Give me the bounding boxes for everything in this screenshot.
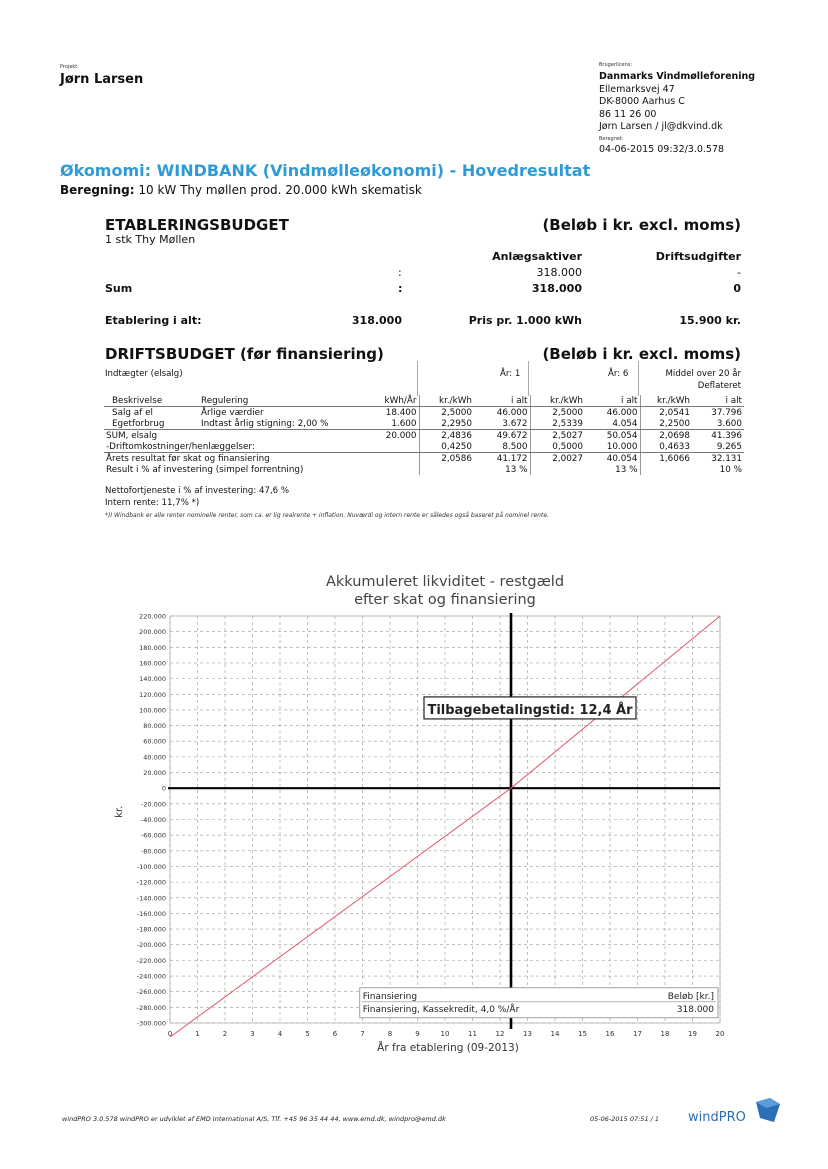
x-tick-label: 18 [660,1030,670,1038]
y-tick-label: 100.000 [139,706,166,715]
row-assets: 318.000 [536,266,582,279]
y-tick-label: -180.000 [136,925,166,934]
table-cell [530,464,585,475]
x-tick-label: 7 [360,1030,365,1038]
liquidity-chart [100,560,750,1060]
y-tick-label: -100.000 [136,862,166,871]
table-cell: 50.054 [606,430,638,441]
x-tick-label: 1 [195,1030,200,1038]
table-cell: 9.265 [692,441,744,453]
project-label: Projekt: [60,64,79,70]
chart-title: Akkumuleret likviditet - restgæld [325,574,565,590]
y-tick-label: -280.000 [136,1003,166,1012]
table-cell: 1,6066 [640,453,692,465]
total-label: Etablering i alt: [105,314,202,327]
table-cell: 2,5339 [530,418,585,430]
y-tick-label: 160.000 [139,659,166,668]
windpro-logo-text: windPRO [688,1110,746,1125]
table-cell: 40.054 [606,453,638,464]
y-tick-label: 200.000 [139,628,166,637]
table-cell: 2,0027 [530,453,585,465]
table-cell: Årlige værdier [201,407,264,418]
table-cell: 4.054 [585,418,640,430]
chart-grid [168,613,720,1029]
col-driftsudgifter: Driftsudgifter [655,250,741,263]
y-axis-label: kr. [114,805,125,818]
user-line: Ellemarksvej 47 [599,83,675,95]
x-tick-label: 20 [715,1030,725,1038]
annotation-text: Tilbagebetalingstid: 12,4 År [427,702,633,718]
table-header: kr./kWh [419,395,474,407]
y-tick-label: -160.000 [136,909,166,918]
y-tick-label: 180.000 [139,643,166,652]
table-cell: Indtast årlig stigning: 2,00 % [199,418,369,430]
y-tick-label: -240.000 [136,972,166,981]
table-cell: 0,4633 [640,441,692,453]
table-header: i alt [692,395,744,407]
etablering-currency-note: (Beløb i kr. excl. moms) [542,216,741,234]
drift-currency-note: (Beløb i kr. excl. moms) [542,345,741,363]
x-tick-label: 4 [277,1030,283,1038]
table-cell: 46.000 [496,407,528,418]
user-line: DK-8000 Aarhus C [599,96,685,107]
total-value: 318.000 [351,314,402,327]
project-name: Jørn Larsen [60,72,144,87]
table-row [104,418,744,430]
netto-line: Nettofortjeneste i % af investering: 47,6 % [105,486,290,496]
legend-row-value: 318.000 [676,1004,714,1015]
table-header: i alt [474,395,530,407]
sum-assets: 318.000 [531,282,582,295]
user-line: Danmarks Vindmølleforening [599,71,756,82]
table-cell: 0,4250 [419,441,474,453]
x-tick-label: 14 [550,1030,560,1038]
table-cell: 8.500 [474,441,530,453]
chart-annotation-group [424,697,636,719]
y-tick-label: -120.000 [136,878,166,887]
table-cell: 41.172 [496,453,528,464]
footer-left: windPRO 3.0.578 windPRO er udviklet af EMD International A/S, Tlf. +45 96 35 44 44, www.emd.dk, windpro@emd.dk [62,1115,446,1123]
table-cell: 10 % [719,464,742,475]
table-cell: 2,0541 [640,407,692,419]
table-row [104,407,744,419]
avg-label: Middel over 20 år [665,369,741,379]
x-tick-label: 17 [633,1030,642,1038]
x-axis-label: År fra etablering (09-2013) [377,1042,519,1054]
x-tick-label: 19 [688,1030,697,1038]
sum-ops: 0 [733,282,741,295]
table-cell: 2,5000 [419,407,474,419]
table-cell: 2,0698 [640,430,692,442]
table-row [104,441,744,453]
x-tick-label: 12 [495,1030,505,1038]
separator [638,361,639,396]
table-cell: 2,4836 [419,430,474,442]
y-tick-label: -40.000 [140,816,166,824]
year1-label: År: 1 [500,369,521,379]
user-line: Jørn Larsen / jl@dkvind.dk [599,121,723,132]
table-cell: 1.600 [369,418,419,430]
table-header: kr./kWh [640,395,692,407]
table-cell [199,430,369,442]
y-tick-label: -220.000 [136,956,166,965]
x-axis-ticks [168,1030,725,1038]
drift-table [104,395,744,475]
intern-line: Intern rente: 11,7% *) [105,498,200,508]
calculation-text: 10 kW Thy møllen prod. 20.000 kWh skematisk [138,183,422,197]
x-tick-label: 3 [250,1030,255,1038]
y-tick-label: 220.000 [139,612,166,621]
table-cell: 2,0586 [419,453,474,465]
user-label: Brugerlicens: [599,62,633,68]
separator [528,361,529,396]
table-cell: 20.000 [385,430,417,441]
sum-label: Sum [105,282,133,295]
x-tick-label: 15 [578,1030,587,1038]
table-cell: 10.000 [585,441,640,453]
y-tick-label: 80.000 [143,722,166,731]
y-tick-label: -260.000 [136,988,166,997]
table-cell: Årets resultat før skat og finansiering [106,453,270,464]
table-cell: 2,2950 [419,418,474,430]
table-header: kWh/År [369,395,419,407]
income-label: Indtægter (elsalg) [105,369,183,379]
x-tick-label: 0 [167,1030,173,1038]
table-cell: 46.000 [606,407,638,418]
y-axis-ticks [137,613,166,1028]
separator [417,361,418,396]
chart-subtitle: efter skat og finansiering [354,592,536,608]
price-value: 15.900 kr. [679,314,741,327]
footer-right: 05-06-2015 07:51 / 1 [590,1115,660,1123]
etablering-item: 1 stk Thy Møllen [105,233,196,246]
legend-col2-header: Beløb [kr.] [667,991,714,1002]
x-tick-label: 2 [222,1030,228,1038]
y-tick-label: 40.000 [143,753,166,762]
table-cell [640,464,692,475]
legend-row-label: Finansiering, Kassekredit, 4,0 %/År [362,1004,520,1015]
y-tick-label: 120.000 [139,690,166,699]
calc-label: Beregnet: [599,136,624,142]
table-row [104,453,744,465]
x-tick-label: 13 [523,1030,532,1038]
calculation-label: Beregning: [60,183,135,197]
table-cell: 18.400 [385,407,417,418]
page-title: Økomomi: WINDBANK (Vindmølleøkonomi) - Hovedresultat [60,161,591,180]
table-header: i alt [585,395,640,407]
x-tick-label: 5 [305,1030,310,1038]
deflated-label: Deflateret [697,381,741,391]
table-cell: Salg af el [112,407,153,418]
table-cell: 13 % [505,464,528,475]
x-tick-label: 10 [440,1030,450,1038]
row-ops: - [737,266,741,279]
windpro-logo-icon [752,1096,782,1124]
year6-label: År: 6 [608,369,629,379]
y-tick-label: -80.000 [140,847,166,856]
table-row [104,464,744,475]
y-tick-label: 0 [161,784,166,793]
y-tick-label: 20.000 [143,769,166,778]
table-cell: -Driftomkostninger/henlæggelser: [104,441,419,453]
user-block [599,71,755,134]
table-cell: 2,5027 [530,430,585,442]
x-tick-label: 11 [468,1030,477,1038]
table-cell: 49.672 [496,430,528,441]
calc-date: 04-06-2015 09:32/3.0.578 [599,144,725,155]
x-tick-label: 9 [415,1030,420,1038]
table-cell [419,464,474,475]
row-colon: : [398,266,402,279]
drift-title: DRIFTSBUDGET (før finansiering) [105,345,384,363]
footnote: *)I Windbank er alle renter nominelle renter, som ca. er lig realrente + inflation. Nuværdi og intern rente er således også baseret på nominel rente. [105,512,549,519]
table-header-row [104,395,744,407]
y-tick-label: -140.000 [136,894,166,903]
table-cell: 0,5000 [530,441,585,453]
table-cell: Egetforbrug [104,418,199,430]
y-tick-label: -20.000 [140,800,166,809]
col-anlaegsaktiver: Anlægsaktiver [492,250,582,263]
y-tick-label: -60.000 [140,831,166,840]
y-tick-label: 140.000 [139,675,166,684]
table-cell: 3.600 [692,418,744,430]
table-cell: SUM, elsalg [106,430,158,441]
table-row [104,430,744,442]
chart-legend [360,988,718,1018]
x-tick-label: 6 [332,1030,338,1038]
table-header: kr./kWh [530,395,585,407]
x-tick-label: 8 [387,1030,393,1038]
price-label: Pris pr. 1.000 kWh [468,314,582,327]
legend-col1-header: Finansiering [362,991,418,1002]
y-tick-label: 60.000 [143,737,166,746]
table-cell: Result i % af investering (simpel forrentning) [106,464,304,475]
calculation-line [60,183,422,197]
y-tick-label: -300.000 [136,1019,166,1028]
etablering-title: ETABLERINGSBUDGET [105,216,289,234]
table-cell: 3.672 [474,418,530,430]
x-tick-label: 16 [605,1030,615,1038]
table-cell: 32.131 [711,453,742,464]
table-cell: 41.396 [711,430,742,441]
table-cell: 2,2500 [640,418,692,430]
table-cell: 2,5000 [530,407,585,419]
table-cell: 37.796 [711,407,742,418]
table-cell: 13 % [615,464,638,475]
y-tick-label: -200.000 [136,941,166,950]
table-header: Beskrivelse [104,395,199,407]
table-header: Regulering [199,395,369,407]
user-line: 86 11 26 00 [599,108,657,120]
sum-colon: : [398,282,403,295]
